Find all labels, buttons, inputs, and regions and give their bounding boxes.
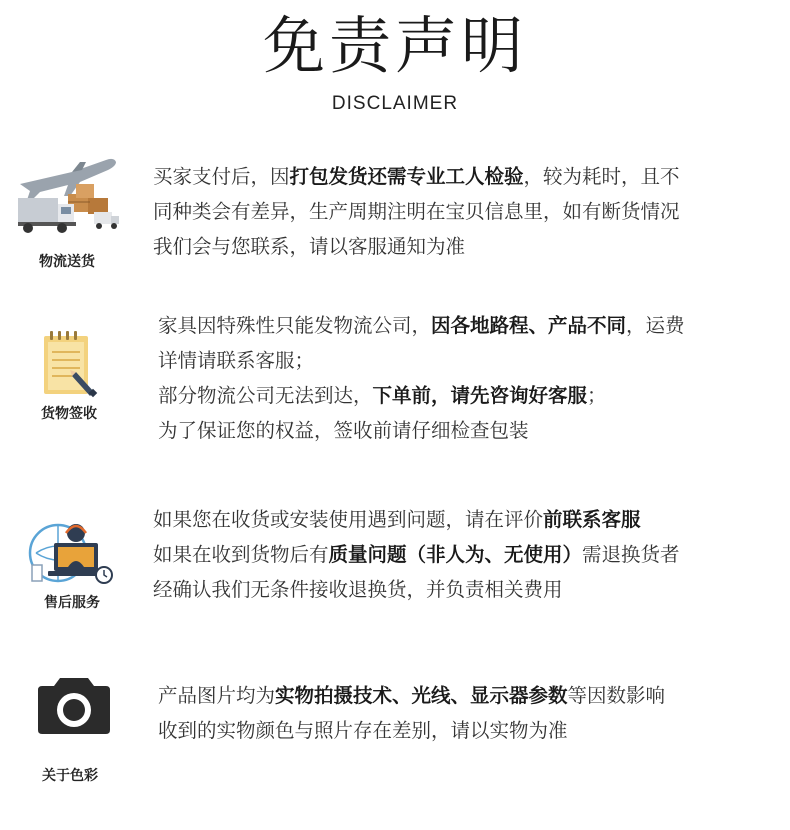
- section-text: [153, 159, 680, 264]
- text-line: 部分物流公司无法到达，下单前，请先咨询好客服；: [158, 384, 607, 407]
- section-text: [158, 308, 685, 448]
- airplane-trucks-boxes-icon: [10, 154, 122, 238]
- text-line: 我们会与您联系，请以客服通知为准: [153, 235, 466, 258]
- notepad-pen-icon: [38, 328, 100, 404]
- text-line: 产品图片均为实物拍摄技术、光线、显示器参数等因数影响: [158, 684, 666, 707]
- section-text: [158, 678, 665, 748]
- icon-label: 物流送货: [39, 254, 95, 270]
- section-after-sales: [0, 495, 790, 620]
- text-line: 收到的实物颜色与照片存在差别，请以实物为准: [158, 719, 568, 742]
- icon-label: 售后服务: [44, 595, 100, 611]
- text-line: 家具因特殊性只能发物流公司，因各地路程、产品不同，运费: [158, 314, 685, 337]
- text-line: 经确认我们无条件接收退换货，并负责相关费用: [153, 578, 563, 601]
- page-title: 免责声明: [262, 9, 527, 82]
- section-logistics: [0, 150, 790, 280]
- text-line: 为了保证您的权益，签收前请仔细检查包装: [158, 419, 529, 442]
- text-line: 如果在收到货物后有质量问题（非人为、无使用）需退换货者: [153, 543, 680, 566]
- text-line: 详情请联系客服；: [158, 349, 315, 372]
- camera-icon: [36, 672, 112, 736]
- text-line: 同种类会有差异，生产周期注明在宝贝信息里，如有断货情况: [153, 200, 680, 223]
- icon-label: 货物签收: [41, 406, 97, 422]
- page-subtitle: DISCLAIMER: [331, 93, 459, 114]
- customer-service-agent-icon: [28, 517, 116, 589]
- section-goods-receipt: [0, 300, 790, 460]
- section-color: [0, 665, 790, 805]
- icon-label: 关于色彩: [42, 768, 98, 784]
- text-line: 买家支付后，因打包发货还需专业工人检验，较为耗时，且不: [153, 165, 680, 188]
- text-line: 如果您在收货或安装使用遇到问题，请在评价前联系客服: [153, 508, 641, 531]
- section-text: [153, 502, 680, 607]
